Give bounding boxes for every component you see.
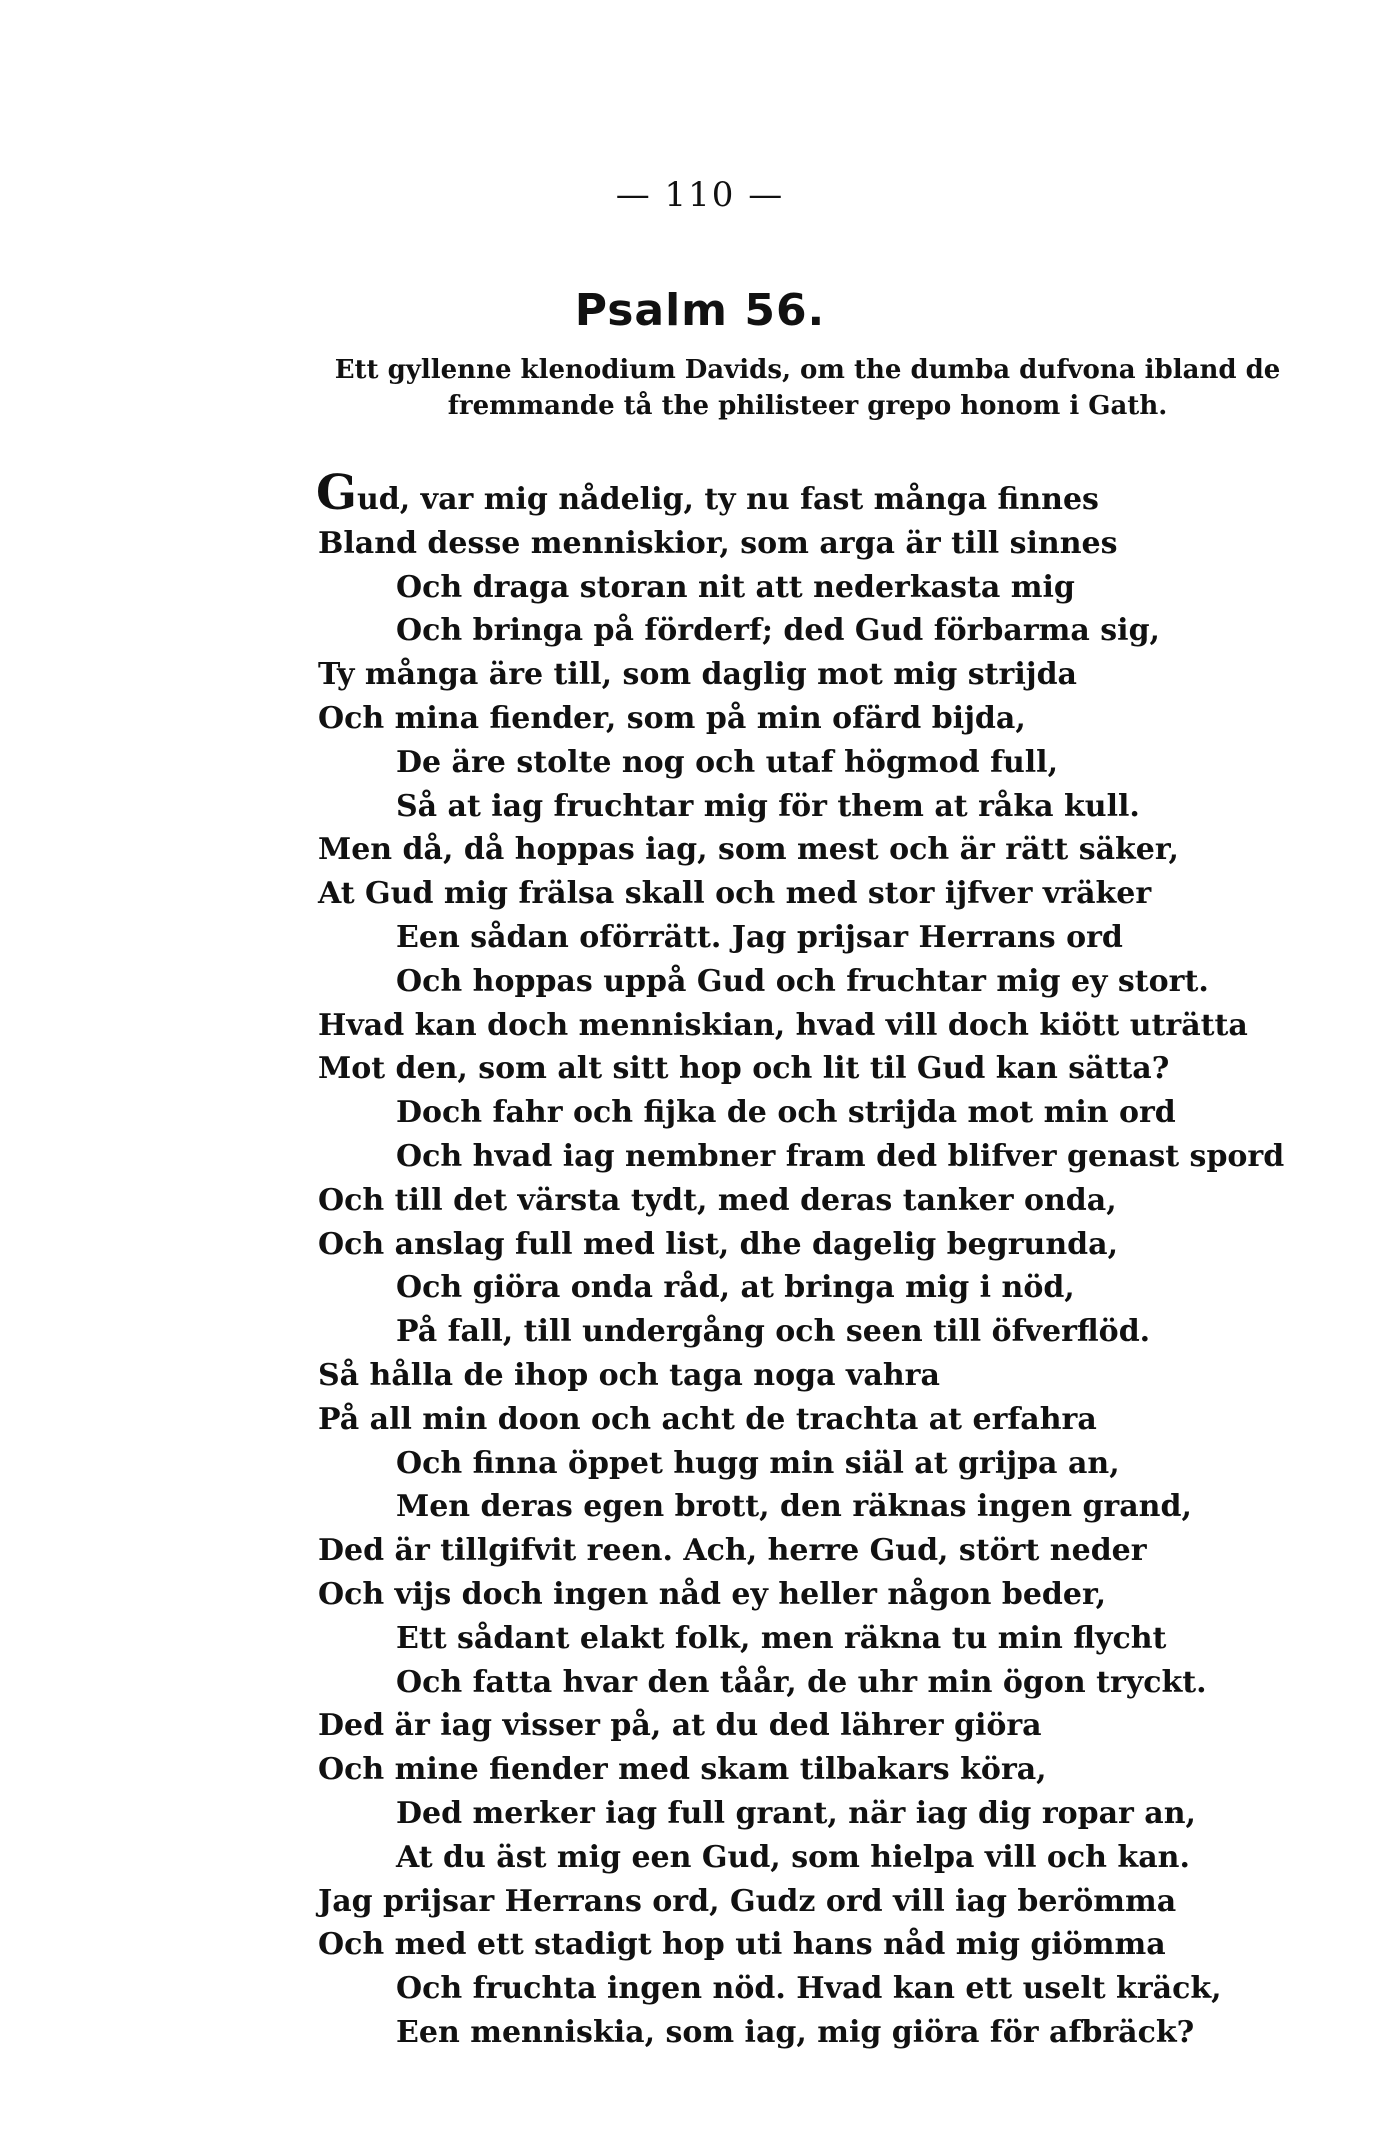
- verse-line: [318, 1091, 1318, 1135]
- verse-line: [318, 1398, 1318, 1442]
- verse-line-text: Men deras egen brott, den räknas ingen grand,: [396, 1489, 1192, 1525]
- verse-line: [318, 1354, 1318, 1398]
- verse-line: [318, 1529, 1318, 1573]
- verse-line-text: At du äst mig een Gud, som hielpa vill och kan.: [396, 1839, 1190, 1875]
- verse-line-text: Mot den, som alt sitt hop och lit til Gud kan sätta?: [318, 1051, 1170, 1087]
- verse-line-text: Så hålla de ihop och taga noga vahra: [318, 1357, 940, 1393]
- verse-line: [318, 1617, 1318, 1661]
- verse-line: [318, 1836, 1318, 1880]
- verse-line-text: Och draga storan nit att nederkasta mig: [396, 569, 1075, 605]
- verse-line-text: At Gud mig frälsa skall och med stor ijfver vräker: [318, 876, 1152, 912]
- verse-line: [318, 1047, 1318, 1091]
- verse-line-text: Och bringa på förderf; ded Gud förbarma sig,: [396, 613, 1160, 649]
- verse-line: [318, 741, 1318, 785]
- verse-line-text: ud, var mig nådelig, ty nu fast många finnes: [357, 482, 1099, 517]
- verse-line: [318, 1661, 1318, 1705]
- verse-line: [318, 2011, 1318, 2055]
- verse-line-text: På fall, till undergång och seen till öfverflöd.: [396, 1314, 1151, 1350]
- verse-line-text: Jag prijsar Herrans ord, Gudz ord vill iag berömma: [318, 1883, 1177, 1919]
- verse-line-text: Och anslag full med list, dhe dagelig begrunda,: [318, 1226, 1119, 1262]
- page-number: — 110 —: [615, 175, 785, 215]
- verse-line-text: Men då, då hoppas iag, som mest och är rätt säker,: [318, 832, 1179, 868]
- verse-line: [318, 609, 1318, 653]
- verse-line: [318, 828, 1318, 872]
- verse-line-text: Ded är iag visser på, at du ded lährer giöra: [318, 1708, 1042, 1744]
- verse-line: [318, 916, 1318, 960]
- verse-line-text: Een sådan oförrätt. Jag prijsar Herrans ord: [396, 919, 1123, 955]
- verse-line-text: Och finna öppet hugg min siäl at grijpa an,: [396, 1445, 1120, 1481]
- verse-line-text: Ett sådant elakt folk, men räkna tu min flycht: [396, 1620, 1167, 1656]
- verse-line-text: Och fatta hvar den tåår, de uhr min ögon tryckt.: [396, 1664, 1207, 1700]
- verse-line: [318, 566, 1318, 610]
- psalm-subtitle: Ett gyllenne klenodium Davids, om the dumba dufvona ibland de fremmande tå the philisteer grepo honom i Gath.: [334, 355, 1281, 421]
- verse-line-text: Hvad kan doch menniskian, hvad vill doch kiött uträtta: [318, 1007, 1248, 1043]
- verse-line-text: De äre stolte nog och utaf högmod full,: [396, 744, 1059, 780]
- verse-line-text: Doch fahr och fijka de och strijda mot min ord: [396, 1095, 1176, 1131]
- verse-line: [318, 697, 1318, 741]
- verse-line: [318, 960, 1318, 1004]
- drop-cap: G: [316, 465, 357, 521]
- verse-line: [318, 785, 1318, 829]
- verse-line-text: Och giöra onda råd, at bringa mig i nöd,: [396, 1270, 1075, 1306]
- psalm-title: Psalm 56.: [574, 285, 826, 336]
- verse-line: [318, 1792, 1318, 1836]
- verse-line-text: Bland desse menniskior, som arga är till sinnes: [318, 525, 1118, 561]
- verse-line-text: Och vijs doch ingen nåd ey heller någon beder,: [318, 1576, 1107, 1612]
- verse-line-text: Och mina fiender, som på min ofärd bijda,: [318, 700, 1026, 736]
- verse-line-text: Så at iag fruchtar mig för them at råka kull.: [396, 788, 1140, 824]
- verse-line: [318, 1004, 1318, 1048]
- verse-line: [318, 1923, 1318, 1967]
- verse-line-text: Och till det värsta tydt, med deras tanker onda,: [318, 1182, 1117, 1218]
- verse-line-text: Een menniskia, som iag, mig giöra för afbräck?: [396, 2014, 1195, 2050]
- verse-line-text: Ded merker iag full grant, när iag dig ropar an,: [396, 1795, 1196, 1831]
- verse-line: [318, 1704, 1318, 1748]
- verse-line-text: Och fruchta ingen nöd. Hvad kan ett uselt kräck,: [396, 1971, 1222, 2007]
- verse-line: [318, 653, 1318, 697]
- verse-line: [318, 1967, 1318, 2011]
- verse-line-text: På all min doon och acht de trachta at erfahra: [318, 1401, 1097, 1437]
- verse-line-text: Ty många äre till, som daglig mot mig strijda: [318, 657, 1077, 693]
- verse-line: [318, 872, 1318, 916]
- verse-line: [318, 1485, 1318, 1529]
- verse-line-text: Och hvad iag nembner fram ded blifver genast spord: [396, 1138, 1285, 1174]
- verse-line-text: Och hoppas uppå Gud och fruchtar mig ey stort.: [396, 963, 1209, 999]
- verse-line: [318, 1442, 1318, 1486]
- verse-line: [318, 522, 1318, 566]
- verse-line: [318, 1135, 1318, 1179]
- verse-line: [318, 1310, 1318, 1354]
- verse-line: [316, 465, 1318, 522]
- verse-line-text: Och mine fiender med skam tilbakars köra,: [318, 1752, 1047, 1788]
- verse-line: [318, 1880, 1318, 1924]
- verse-line: [318, 1573, 1318, 1617]
- verse-line: [318, 1748, 1318, 1792]
- verse-line: [318, 1179, 1318, 1223]
- verse-line-text: Och med ett stadigt hop uti hans nåd mig giömma: [318, 1927, 1166, 1963]
- verse-line-text: Ded är tillgifvit reen. Ach, herre Gud, stört neder: [318, 1533, 1147, 1569]
- verse-line: [318, 1266, 1318, 1310]
- verse-line: [318, 1223, 1318, 1267]
- psalm-verse: [316, 465, 1318, 2055]
